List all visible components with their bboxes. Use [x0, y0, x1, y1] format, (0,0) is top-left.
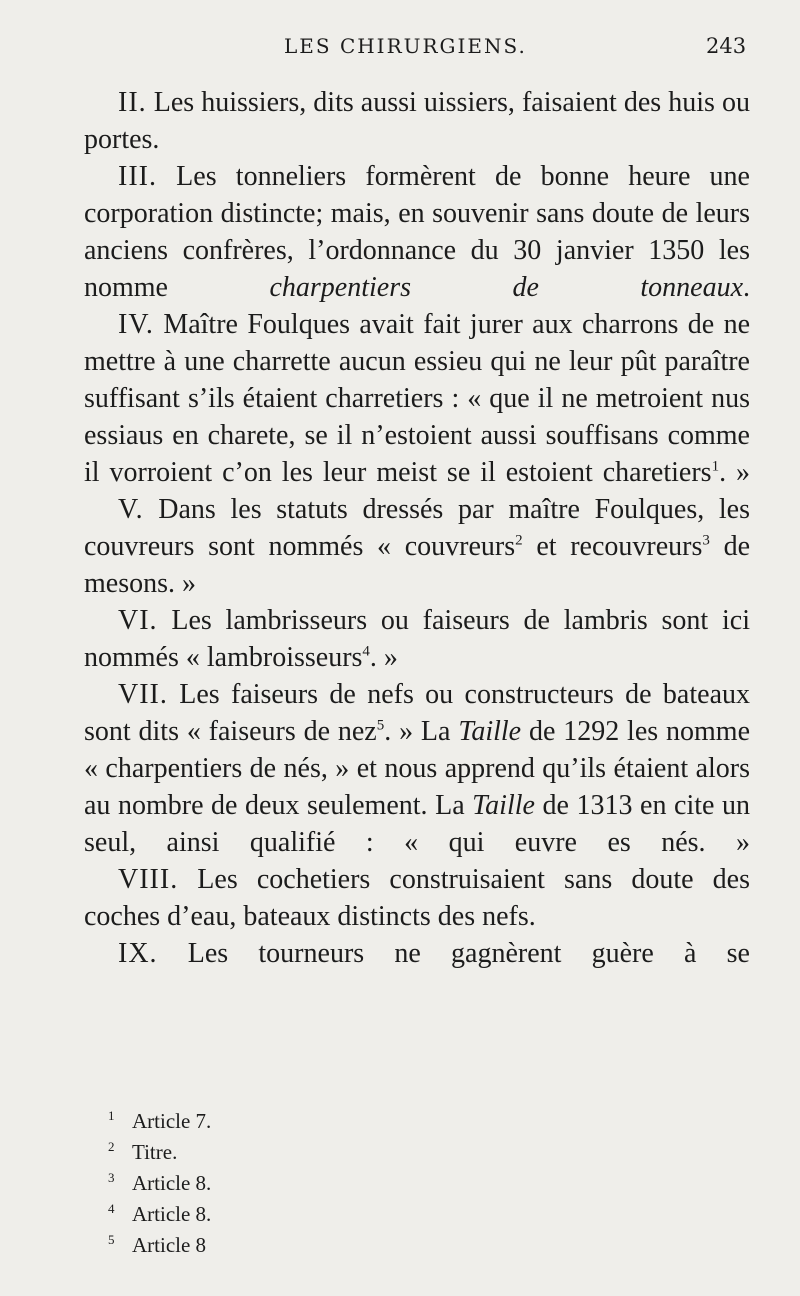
paragraph-text: Les faiseurs de nefs ou constructeurs de bateaux sont dits « faiseurs de nez — [84, 679, 750, 747]
running-title: LES CHIRURGIENS. — [284, 34, 527, 58]
footnote-text: Article 8 — [132, 1233, 207, 1257]
paragraph-numeral: IV. — [118, 309, 154, 340]
footnote-reference: 2 — [515, 532, 523, 549]
paragraph-numeral: IX. — [118, 938, 158, 969]
paragraph — [84, 158, 750, 306]
running-head — [0, 34, 800, 74]
footnote: 2 Titre. — [108, 1139, 178, 1164]
paragraph-text: de 1313 en cite un seul, ainsi qualifié : « qui euvre es nés. » — [84, 790, 750, 858]
paragraph-numeral: V. — [118, 494, 144, 525]
footnote-reference: 5 — [376, 717, 385, 734]
paragraph-text: . » La — [384, 716, 459, 747]
italic-text: Taille — [458, 716, 522, 747]
paragraph-numeral: II. — [118, 87, 147, 118]
footnote: 4 Article 8. — [108, 1201, 212, 1226]
paragraph-text: Les tourneurs ne gagnèrent guère à se — [157, 938, 750, 969]
footnote-text: Titre. — [132, 1140, 178, 1164]
paragraph-numeral: VIII. — [118, 864, 179, 895]
footnote: 1 Article 7. — [108, 1108, 212, 1133]
paragraph — [84, 491, 750, 602]
paragraph-text: Les huissiers, dits aussi uissiers, faisaient des huis ou portes. — [84, 87, 750, 155]
paragraph — [84, 676, 750, 861]
paragraph — [84, 306, 750, 491]
paragraph — [84, 602, 750, 676]
footnote-reference: 1 — [711, 458, 720, 475]
paragraph-numeral: III. — [118, 161, 157, 192]
paragraph-text: Maître Foulques avait fait jurer aux charrons de ne mettre à une charrette aucun essieu qui ne leur pût paraître suffisant s’ils étaient charretiers : « que il ne metroient nus essiaus en charete, se il n’estoient aussi souffisans comme il vorroient c’on les leur meist se il estoient charetiers — [84, 309, 750, 488]
body-text — [84, 84, 750, 972]
paragraph-text: . » — [719, 457, 751, 488]
paragraph-text: Les cochetiers construisaient sans doute des coches d’eau, bateaux distincts des nefs. — [84, 864, 750, 932]
paragraph-text: de 1292 les nomme « charpentiers de nés, » et nous apprend qu’ils étaient alors au nombre de deux seulement. La — [84, 716, 750, 821]
footnotes — [108, 1106, 508, 1261]
italic-text: Taille — [472, 790, 535, 821]
footnote-reference: 4 — [362, 643, 370, 660]
italic-text: charpentiers de tonneaux — [269, 272, 743, 303]
paragraph-text: de mesons. » — [84, 531, 751, 599]
footnote-text: Article 7. — [132, 1109, 212, 1133]
footnote-text: Article 8. — [132, 1171, 212, 1195]
paragraph-numeral: VI. — [118, 605, 158, 636]
footnote-reference: 3 — [702, 532, 710, 549]
paragraph-text: et recouvreurs — [522, 531, 703, 562]
footnote-text: Article 8. — [132, 1202, 212, 1226]
paragraph — [84, 84, 750, 158]
paragraph-text: . » — [369, 642, 398, 673]
footnote: 3 Article 8. — [108, 1170, 212, 1195]
page-number: 243 — [706, 34, 747, 58]
footnote: 5 Article 8 — [108, 1232, 207, 1257]
paragraph — [84, 861, 750, 935]
paragraph-text: . — [743, 272, 750, 303]
paragraph-text: Dans les statuts dressés par maître Foulques, les couvreurs sont nommés « couvreurs — [84, 494, 750, 562]
paragraph-numeral: VII. — [118, 679, 168, 710]
paragraph-text: Les tonneliers formèrent de bonne heure une corporation distincte; mais, en souvenir sans doute de leurs anciens confrères, l’ordonnance du 30 janvier 1350 les nomme — [84, 161, 750, 303]
paragraph-text: Les lambrisseurs ou faiseurs de lambris sont ici nommés « lambroisseurs — [84, 605, 750, 673]
paragraph — [84, 935, 750, 972]
